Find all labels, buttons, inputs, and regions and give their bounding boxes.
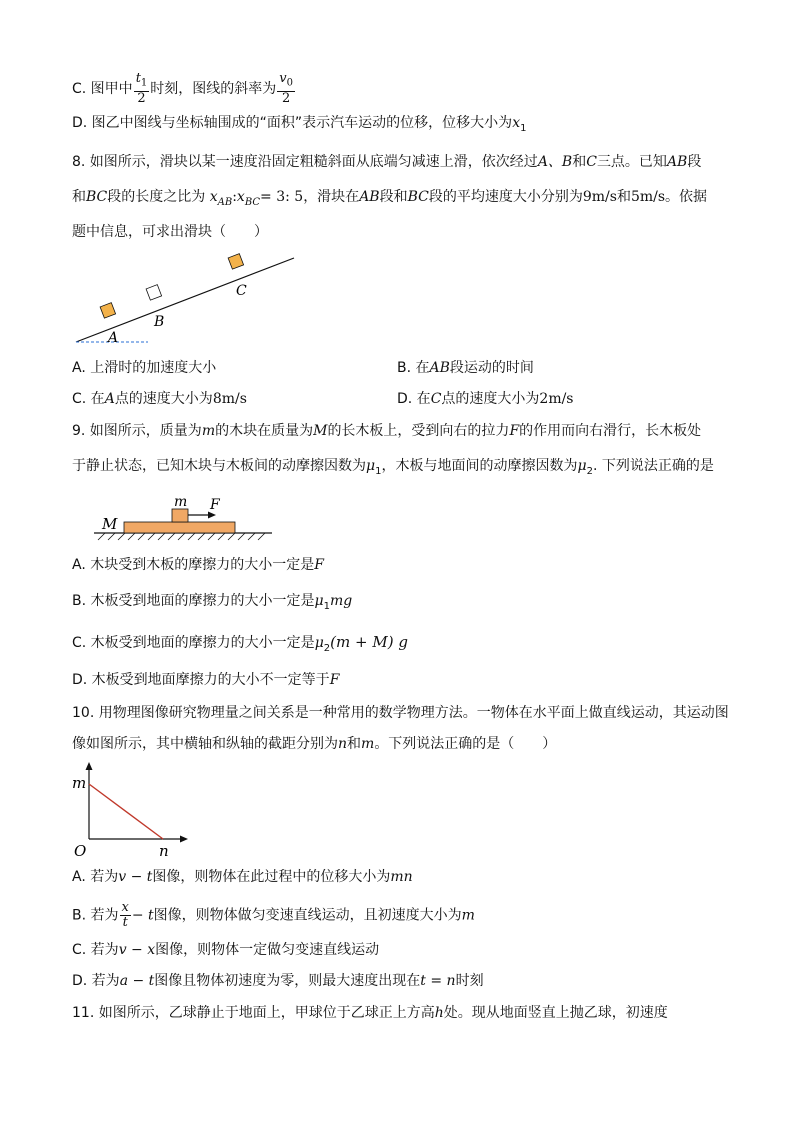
q10-option-d: D. 若为a − t图像且物体初速度为零，则最大速度出现在t = n时刻: [72, 973, 484, 989]
label-c: C: [236, 283, 247, 299]
q8-stem-line2: 和BC段的长度之比为 $x_{AB}:x_{BC}= 3$: 5，滑块在AB段和BC段的平均速度大小分别为9m/s和5m/s。依据: [72, 189, 708, 208]
fraction-x-over-t: $\frac{x}{t}$: [121, 900, 129, 930]
block-b: [146, 285, 162, 301]
block-c: [228, 254, 244, 270]
q9-stem-line1: 9. 如图所示，质量为m的木块在质量为M的长木板上，受到向右的拉力F的作用而向右滑行，长木板处: [72, 423, 702, 439]
ground-hatching: [98, 533, 265, 540]
q10-option-a: A. 若为v − t图像，则物体在此过程中的位移大小为mn: [72, 869, 413, 885]
q9-option-d: D. 木板受到地面摩擦力的大小不一定等于F: [72, 672, 340, 688]
y-axis-arrow: [86, 762, 93, 770]
label-big-m: M: [102, 515, 118, 533]
q10-graph-figure: [70, 760, 195, 860]
label-b: B: [154, 314, 165, 330]
small-block: [172, 509, 188, 522]
x-axis-arrow: [180, 836, 188, 843]
q10-stem-line1: 10. 用物理图像研究物理量之间关系是一种常用的数学物理方法。一物体在水平面上做直线运动，其运动图: [72, 705, 729, 721]
q8-stem-line3: 题中信息，可求出滑块（ ）: [72, 224, 268, 240]
q7-option-d: D. 图乙中图线与坐标轴围成的“面积”表示汽车运动的位移，位移大小为$x_1$: [72, 115, 527, 134]
q8-incline-figure: [70, 250, 310, 350]
fraction-v0-over-2: $\frac{v_0}{2}$: [279, 71, 294, 106]
q10-stem-line2: 像如图所示，其中横轴和纵轴的截距分别为n和m。下列说法正确的是（ ）: [72, 736, 557, 752]
q8-option-c: C. 在A点的速度大小为8m/s: [72, 391, 247, 407]
q7-option-c: C. 图甲中 $\frac{t_1}{2}$ 时刻，图线的斜率为 $\frac{v_0}{2}$: [72, 71, 294, 106]
q9-stem-line2: 于静止状态，已知木块与木板间的动摩擦因数为$\mu_1$，木板与地面间的动摩擦因数为$\mu_2$. 下列说法正确的是: [72, 458, 714, 477]
q9-option-a: A. 木块受到木板的摩擦力的大小一定是F: [72, 557, 324, 573]
q8-option-a: A. 上滑时的加速度大小: [72, 360, 217, 376]
q11-stem-line1: 11. 如图所示，乙球静止于地面上，甲球位于乙球正上方高h处。现从地面竖直上抛乙球，初速度: [72, 1005, 668, 1021]
q8-stem-line1: 8. 如图所示，滑块以某一速度沿固定粗糙斜面从底端匀减速上滑，依次经过A、B和C三点。已知AB段: [72, 154, 702, 170]
q10-option-b: B. 若为 $\frac{x}{t}$ − t图像，则物体做匀变速直线运动，且初速度大小为m: [72, 900, 475, 930]
fraction-t1-over-2: $\frac{t_1}{2}$: [135, 71, 148, 106]
q10-option-c: C. 若为v − x图像，则物体一定做匀变速直线运动: [72, 942, 380, 958]
label-m: m: [72, 774, 87, 792]
label-a: A: [108, 330, 119, 346]
label-m: m: [174, 494, 188, 510]
q9-option-c: C. 木板受到地面的摩擦力的大小一定是$\mu_2(m + M)$ g: [72, 633, 408, 654]
graph-line: [89, 784, 163, 839]
label-f: F: [210, 497, 220, 513]
q8-option-b: B. 在AB段运动的时间: [397, 360, 534, 376]
label-n: n: [159, 842, 169, 860]
q9-board-figure: [88, 492, 278, 542]
q9-option-b: B. 木板受到地面的摩擦力的大小一定是$\mu_1mg$: [72, 593, 353, 612]
label-origin: O: [74, 842, 87, 860]
q8-option-d: D. 在C点的速度大小为2m/s: [397, 391, 574, 407]
block-a: [100, 303, 116, 319]
long-board: [124, 522, 235, 533]
